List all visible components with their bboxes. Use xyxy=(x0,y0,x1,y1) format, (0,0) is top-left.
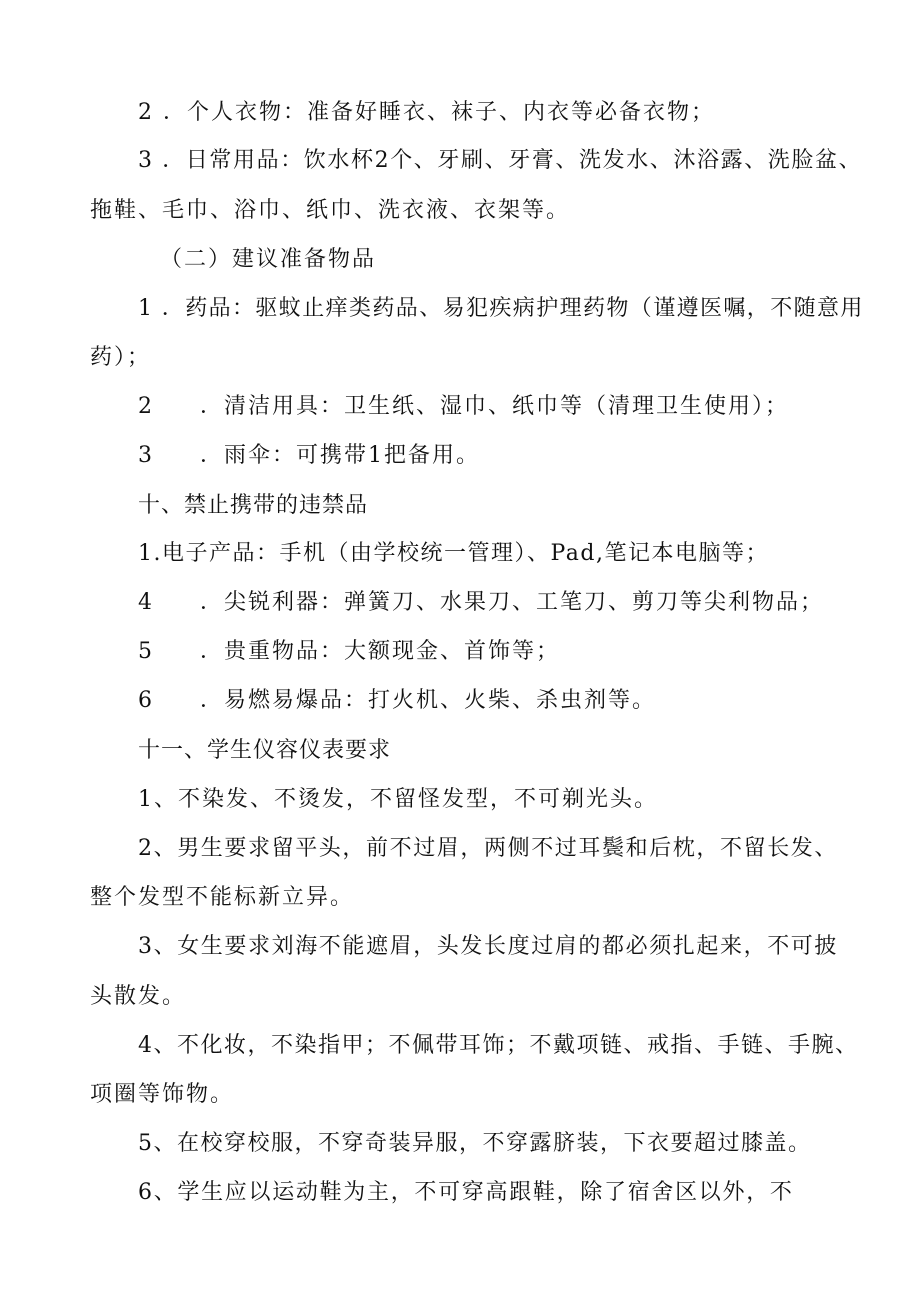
appearance-rule-3-continuation: 头散发。 xyxy=(90,984,187,1009)
medicine-line: 1 ．药品：驱蚊止痒类药品、易犯疾病护理药物（谨遵医嘱，不随意用 xyxy=(138,296,864,321)
section-heading-appearance: 十一、学生仪容仪表要求 xyxy=(138,738,392,763)
appearance-rule-5: 5、在校穿校服，不穿奇装异服，不穿露脐装，下衣要超过膝盖。 xyxy=(138,1131,812,1156)
list-text: ．尖锐利器：弹簧刀、水果刀、工笔刀、剪刀等尖利物品； xyxy=(200,590,825,615)
appearance-rule-2: 2、男生要求留平头，前不过眉，两侧不过耳鬓和后枕，不留长发、 xyxy=(138,836,838,861)
appearance-rule-2-continuation: 整个发型不能标新立异。 xyxy=(90,885,355,910)
appearance-rule-4-continuation: 项圈等饰物。 xyxy=(90,1082,235,1107)
appearance-rule-6: 6、学生应以运动鞋为主，不可穿高跟鞋，除了宿舍区以外，不 xyxy=(138,1180,794,1205)
suggested-items-heading: （二）建议准备物品 xyxy=(160,247,377,272)
list-number: 6 xyxy=(138,688,154,713)
flammables-line xyxy=(138,686,656,716)
appearance-rule-1: 1、不染发、不烫发，不留怪发型，不可剃光头。 xyxy=(138,787,658,812)
medicine-continuation: 药）； xyxy=(90,345,152,370)
list-text: ．雨伞：可携带1把备用。 xyxy=(200,443,480,468)
daily-items-continuation: 拖鞋、毛巾、浴巾、纸巾、洗衣液、衣架等。 xyxy=(90,198,571,223)
list-text: ．贵重物品：大额现金、首饰等； xyxy=(200,639,561,664)
appearance-rule-3: 3、女生要求刘海不能遮眉，头发长度过肩的都必须扎起来，不可披 xyxy=(138,934,838,959)
list-number: 5 xyxy=(138,639,154,664)
section-heading-banned-items: 十、禁止携带的违禁品 xyxy=(138,493,369,518)
list-number: 3 xyxy=(138,443,154,468)
list-text: ．清洁用具：卫生纸、湿巾、纸巾等（清理卫生使用）； xyxy=(200,394,790,419)
list-number: 4 xyxy=(138,590,154,615)
valuables-line xyxy=(138,637,560,667)
electronics-line: 1.电子产品：手机（由学校统一管理）、Pad,笔记本电脑等； xyxy=(138,541,769,566)
list-number: 2 xyxy=(138,394,154,419)
cleaning-supplies-line xyxy=(138,392,789,422)
list-text: ．易燃易爆品：打火机、火柴、杀虫剂等。 xyxy=(200,688,657,713)
appearance-rule-4: 4、不化妆，不染指甲；不佩带耳饰；不戴项链、戒指、手链、手腕、 xyxy=(138,1033,859,1058)
clothing-item-line: 2 ．个人衣物：准备好睡衣、袜子、内衣等必备衣物； xyxy=(138,100,715,125)
sharp-objects-line xyxy=(138,588,824,618)
daily-items-line: 3 ．日常用品：饮水杯2个、牙刷、牙膏、洗发水、沐浴露、洗脸盆、 xyxy=(138,148,863,173)
umbrella-line xyxy=(138,441,480,471)
